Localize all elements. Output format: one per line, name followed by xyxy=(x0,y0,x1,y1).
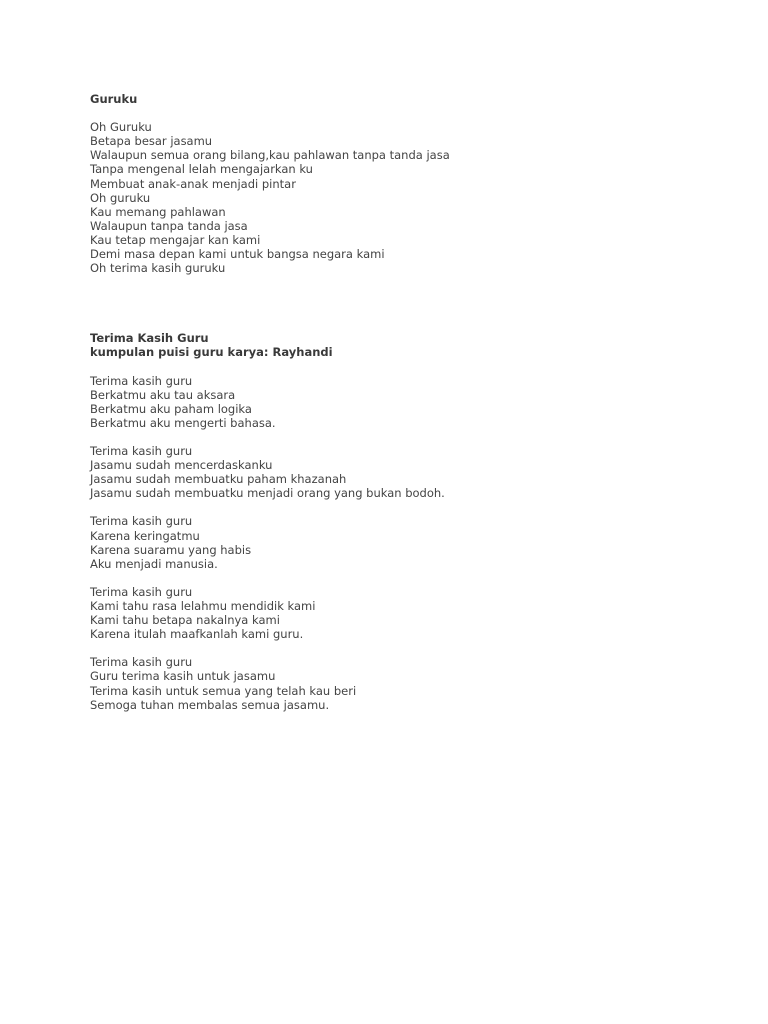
stanza xyxy=(90,514,730,570)
poem-line: Kami tahu betapa nakalnya kami xyxy=(90,613,280,628)
poem-line: Guru terima kasih untuk jasamu xyxy=(90,669,276,684)
spacer xyxy=(90,359,730,373)
poem-line: Karena suaramu yang habis xyxy=(90,542,252,557)
poem-line: Betapa besar jasamu xyxy=(90,134,213,149)
poem-line: Terima kasih guru xyxy=(90,584,193,599)
poem-subtitle: kumpulan puisi guru karya: Rayhandi xyxy=(90,345,333,360)
stanza xyxy=(90,585,730,641)
poem-title: Guruku xyxy=(90,92,138,106)
poem-line: Jasamu sudah mencerdaskanku xyxy=(90,458,273,473)
poem-line: Jasamu sudah membuatku paham khazanah xyxy=(90,472,347,487)
poem-line: Jasamu sudah membuatku menjadi orang yang bukan bodoh. xyxy=(90,486,445,501)
poem-line: Karena itulah maafkanlah kami guru. xyxy=(90,627,304,642)
poem-line: Semoga tuhan membalas semua jasamu. xyxy=(90,697,330,712)
poem-line: Oh terima kasih guruku xyxy=(90,261,226,276)
spacer xyxy=(90,430,730,444)
poem-line: Terima kasih untuk semua yang telah kau beri xyxy=(90,683,357,698)
spacer xyxy=(90,571,730,585)
section-spacer xyxy=(90,275,730,331)
poem-line: Oh guruku xyxy=(90,190,151,205)
poem-line: Terima kasih guru xyxy=(90,443,193,458)
poem-line: Walaupun semua orang bilang,kau pahlawan tanpa tanda jasa xyxy=(90,148,450,163)
poem-line: Tanpa mengenal lelah mengajarkan ku xyxy=(90,162,313,177)
document-page xyxy=(90,92,730,712)
poem-line: Walaupun tanpa tanda jasa xyxy=(90,218,248,233)
spacer xyxy=(90,106,730,120)
poem-line: Oh Guruku xyxy=(90,120,152,135)
poem-guruku xyxy=(90,92,730,275)
stanza xyxy=(90,374,730,430)
spacer xyxy=(90,500,730,514)
poem-line: Berkatmu aku tau aksara xyxy=(90,387,236,402)
poem-terima-kasih-guru xyxy=(90,331,730,712)
poem-title: Terima Kasih Guru xyxy=(90,331,209,346)
stanza xyxy=(90,655,730,711)
spacer xyxy=(90,641,730,655)
poem-line: Berkatmu aku mengerti bahasa. xyxy=(90,415,276,430)
poem-line: Kami tahu rasa lelahmu mendidik kami xyxy=(90,599,316,613)
poem-line: Demi masa depan kami untuk bangsa negara kami xyxy=(90,247,385,262)
poem-line: Terima kasih guru xyxy=(90,514,193,529)
poem-line: Kau memang pahlawan xyxy=(90,204,226,219)
poem-line: Membuat anak-anak menjadi pintar xyxy=(90,176,296,191)
poem-line: Kau tetap mengajar kan kami xyxy=(90,232,261,247)
poem-line: Aku menjadi manusia. xyxy=(90,556,218,571)
stanza xyxy=(90,444,730,500)
poem-line: Terima kasih guru xyxy=(90,655,193,670)
poem-line: Karena keringatmu xyxy=(90,528,200,543)
poem-line: Berkatmu aku paham logika xyxy=(90,401,252,416)
poem-line: Terima kasih guru xyxy=(90,373,193,388)
